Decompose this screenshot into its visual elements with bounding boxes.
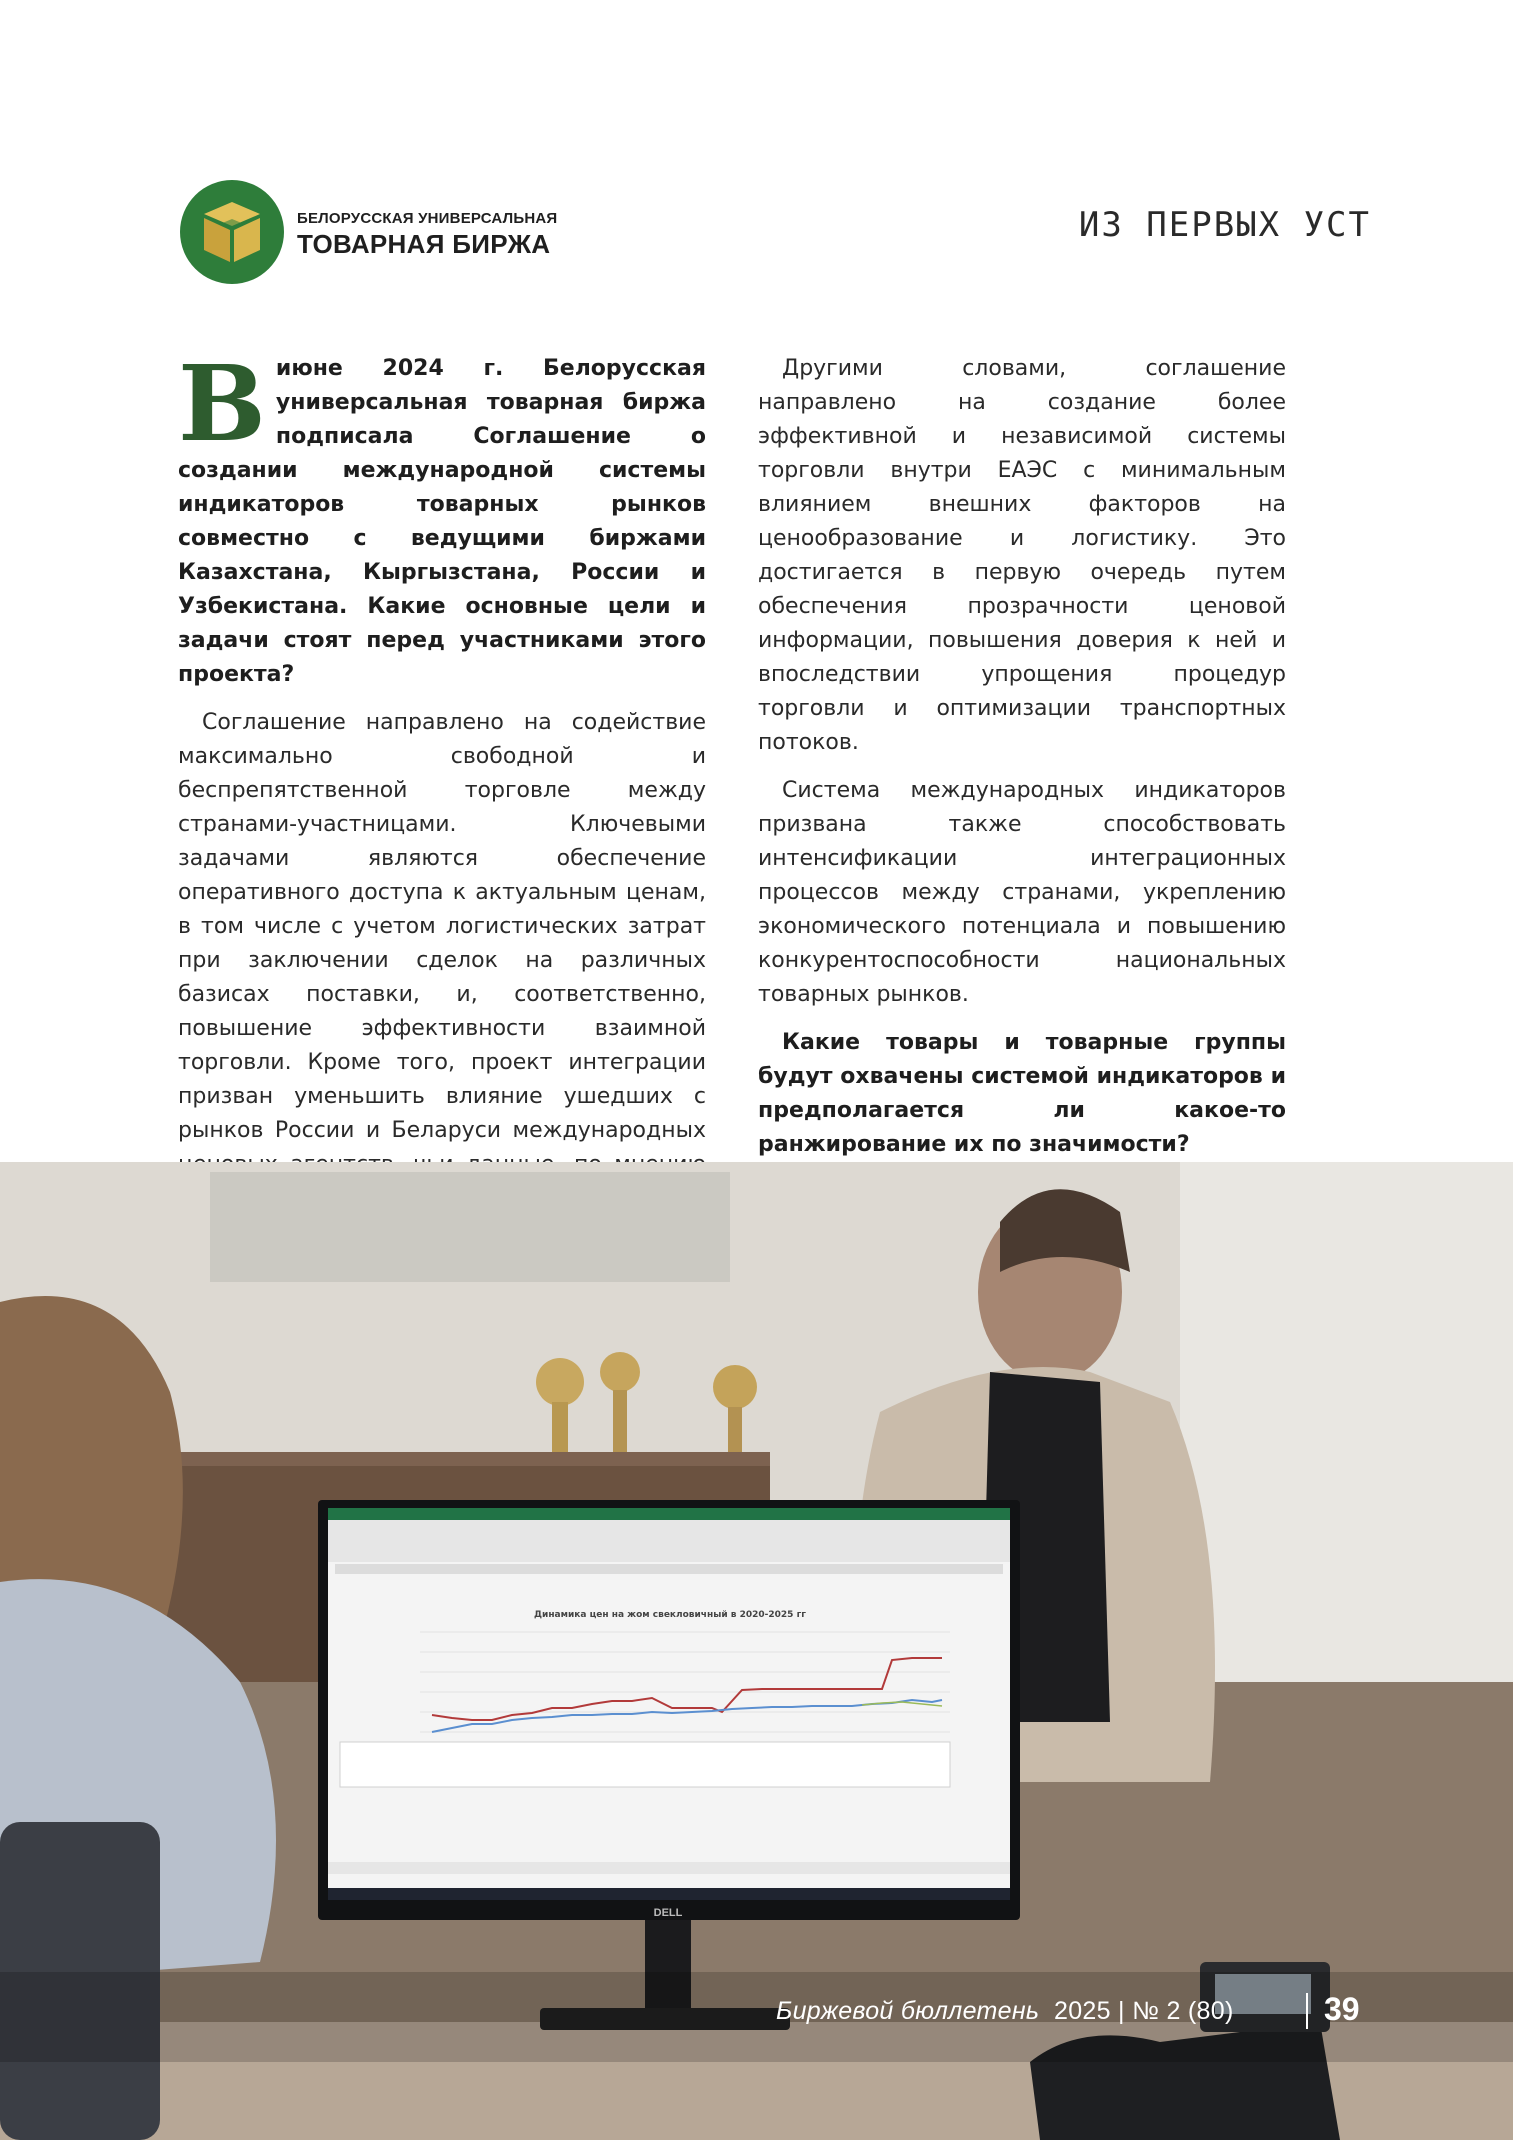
logo-text — [297, 210, 557, 260]
logo-line1: БЕЛОРУССКАЯ УНИВЕРСАЛЬНАЯ — [297, 210, 558, 227]
logo-line2: ТОВАРНАЯ БИРЖА — [297, 229, 551, 259]
issue-number: 2025 | № 2 (80) — [1054, 1997, 1234, 2025]
question-1 — [178, 342, 706, 692]
footer-divider — [1306, 1993, 1308, 2029]
page-footer — [0, 1985, 1513, 2045]
answer-1-paragraph-3: Система международных индикаторов призвана также способствовать интенсификации интеграционных процессов между странами, укреплению экономического потенциала и повышению конкурентоспособности национальных товарных рынков. — [758, 778, 1286, 1007]
drop-cap: В — [178, 342, 266, 465]
question-2: Какие товары и товарные группы будут охвачены системой индикаторов и предполагается ли какое-то ранжирование их по значимости? — [758, 1030, 1286, 1157]
publication-title: Биржевой бюллетень — [776, 1997, 1040, 2025]
page-number: 39 — [1324, 1991, 1360, 2027]
exchange-logo-icon — [180, 180, 284, 284]
article-left-column — [178, 342, 706, 1298]
answer-1-paragraph: Соглашение направлено на содействие максимально свободной и беспрепятственной торговле между странами-участницами. Ключевыми задачами являются обеспечение оперативного доступа к актуальным ценам, в том числе с учетом логистических затрат при заключении сделок на различных базисах поставки, и, соответственно, повышение эффективности взаимной торговли. Кроме того, проект интеграции призван уменьшить влияние ушедших с рынков России и Беларуси международных — [178, 710, 706, 1143]
page-header — [0, 0, 1513, 300]
monitor-brand: DELL — [653, 1907, 683, 1919]
screen-chart-title: Динамика цен на жом свекловичный в 2020-2025 гг — [534, 1610, 806, 1620]
question-1-text: июне 2024 г. Белорусская универсальная товарная биржа подписала Соглашение о создании международной системы индикаторов товарных рынков совместно с ведущими биржами Казахстана, Кыргызстана, России и Узбекистана. Какие основные цели и задачи стоят перед участниками этого проекта? — [178, 356, 706, 687]
answer-1-paragraph-2: Другими словами, соглашение направлено на создание более эффективной и независимой системы торговли внутри ЕАЭС с минимальным влиянием внешних факторов на ценообразование и логистику. Это достигается в первую очередь путем обеспечения прозрачности ценовой информации, повышения доверия к ней и впоследствии упрощения процедур торговли и оптимизации транспортных потоков. — [758, 356, 1286, 755]
section-title: ИЗ ПЕРВЫХ УСТ — [1078, 205, 1371, 245]
